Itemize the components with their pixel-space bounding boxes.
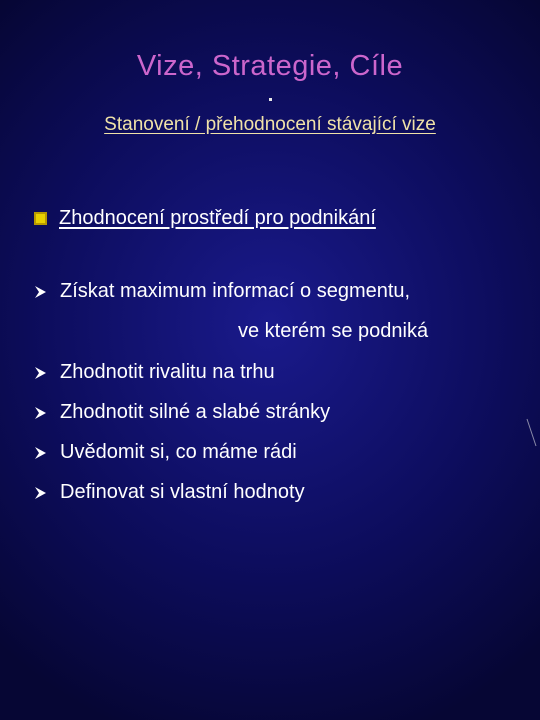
decorative-line [526,418,540,450]
slide-subtitle: Stanovení / přehodnocení stávající vize [104,114,436,135]
list-item-text: Definovat si vlastní hodnoty [60,481,305,503]
list-item-continuation: ve kterém se podniká [238,320,429,342]
list-item-text: Získat maximum informací o segmentu, [60,280,411,302]
list-item [34,361,275,384]
arrowhead-bullet-icon [34,366,48,380]
arrowhead-bullet-icon [34,486,48,500]
arrowhead-bullet-icon [34,406,48,420]
list-item [34,280,410,303]
section-heading [34,207,376,230]
arrowhead-bullet-icon [34,285,48,299]
list-item-text: Zhodnotit silné a slabé stránky [60,401,331,423]
list-item [34,401,330,424]
section-heading-text: Zhodnocení prostředí pro podnikání [59,207,376,229]
slide-title: Vize, Strategie, Cíle [136,50,404,82]
dot-mark [269,98,272,101]
list-item [34,441,297,464]
square-bullet-icon [34,212,47,225]
list-item-text: Zhodnotit rivalitu na trhu [60,361,275,383]
arrowhead-bullet-icon [34,446,48,460]
list-item-text: Uvědomit si, co máme rádi [60,441,297,463]
list-item [34,481,305,504]
